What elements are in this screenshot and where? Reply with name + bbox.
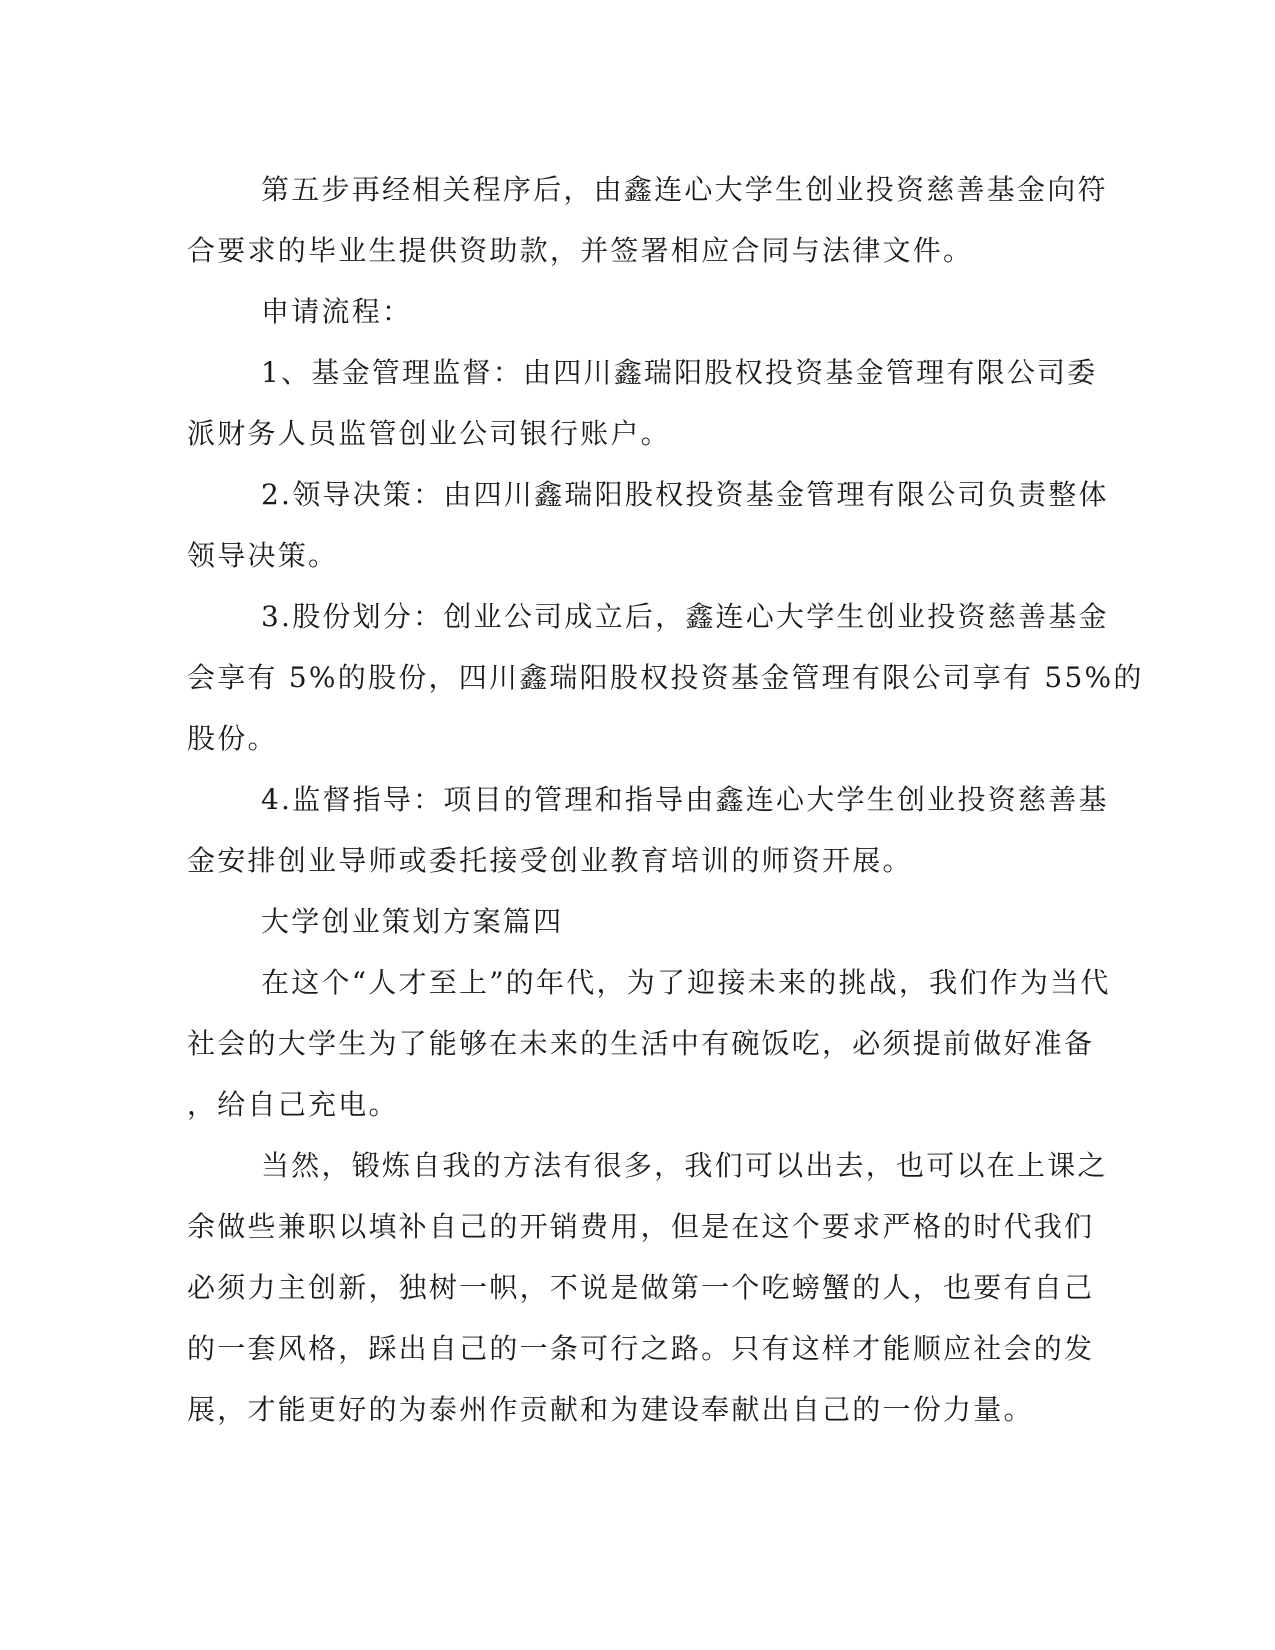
text-line: 4.监督指导：项目的管理和指导由鑫连心大学生创业投资慈善基: [261, 783, 1109, 816]
paragraph: [187, 159, 1108, 281]
document-body: [187, 159, 1144, 1440]
paragraph: [187, 1135, 1108, 1440]
text-line: 3.股份划分：创业公司成立后，鑫连心大学生创业投资慈善基金: [261, 600, 1109, 633]
text-line: 当然，锻炼自我的方法有很多，我们可以出去，也可以在上课之: [261, 1149, 1108, 1182]
paragraph: [187, 281, 1067, 342]
text-line: 合要求的毕业生提供资助款，并签署相应合同与法律文件。: [187, 234, 974, 267]
text-line: ，给自己充电。: [187, 1088, 399, 1121]
text-line: 在这个“人才至上”的年代，为了迎接未来的挑战，我们作为当代: [261, 966, 1111, 999]
paragraph: [187, 769, 1109, 891]
paragraph: [187, 464, 1109, 586]
paragraph: [187, 342, 1098, 464]
text-line: 1、基金管理监督：由四川鑫瑞阳股权投资基金管理有限公司委: [261, 356, 1098, 389]
text-line: 余做些兼职以填补自己的开销费用，但是在这个要求严格的时代我们: [187, 1210, 1095, 1243]
text-line: 股份。: [187, 722, 278, 755]
text-line: 2.领导决策：由四川鑫瑞阳股权投资基金管理有限公司负责整体: [261, 478, 1109, 511]
text-line: 领导决策。: [187, 539, 339, 572]
section-label: 申请流程：: [261, 295, 413, 328]
text-line: 展，才能更好的为泰州作贡献和为建设奉献出自己的一份力量。: [187, 1393, 1034, 1426]
text-line: 会享有 5%的股份，四川鑫瑞阳股权投资基金管理有限公司享有 55%的: [187, 661, 1144, 694]
paragraph: [187, 891, 1067, 952]
text-line: 必须力主创新，独树一帜，不说是做第一个吃螃蟹的人，也要有自己: [187, 1271, 1095, 1304]
paragraph: [187, 952, 1111, 1135]
paragraph: [187, 586, 1144, 769]
text-line: 派财务人员监管创业公司银行账户。: [187, 417, 671, 450]
text-line: 的一套风格，踩出自己的一条可行之路。只有这样才能顺应社会的发: [187, 1332, 1095, 1365]
text-line: 社会的大学生为了能够在未来的生活中有碗饭吃，必须提前做好准备: [187, 1027, 1095, 1060]
section-heading: 大学创业策划方案篇四: [261, 905, 564, 938]
text-line: 第五步再经相关程序后，由鑫连心大学生创业投资慈善基金向符: [261, 173, 1108, 206]
text-line: 金安排创业导师或委托接受创业教育培训的师资开展。: [187, 844, 913, 877]
